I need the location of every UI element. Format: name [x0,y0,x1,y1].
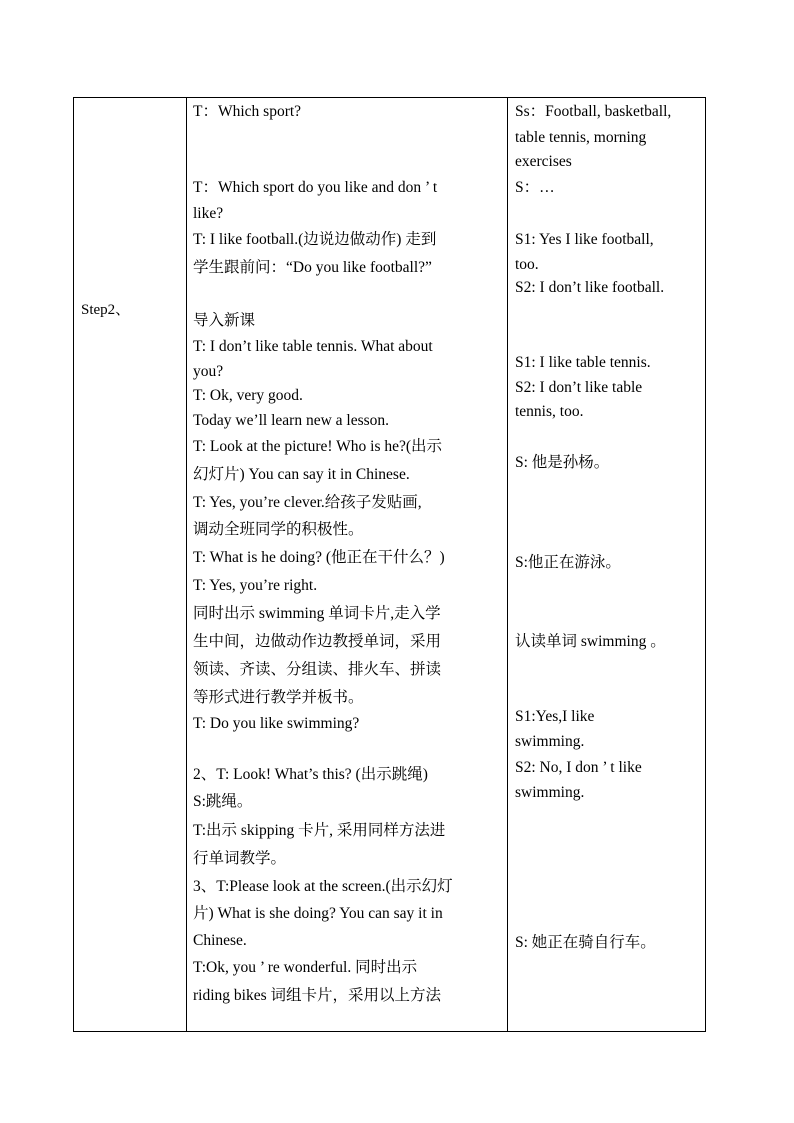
student-line: S: 她正在骑自行车。 [515,934,656,951]
student-line: S2: No, I don ’ t like [515,759,642,776]
teacher-line: like? [193,205,224,222]
student-line: too. [515,256,539,273]
student-line: S1: I like table tennis. [515,354,651,371]
teacher-line: 幻灯片) You can say it in Chinese. [193,466,410,483]
teacher-line: 行单词教学。 [193,850,287,867]
teacher-line: T: Yes, you’re right. [193,577,318,594]
teacher-line: you? [193,363,224,380]
teacher-line: 导入新课 [193,312,256,329]
student-line: S：… [515,179,555,196]
student-line: exercises [515,153,572,170]
teacher-line: T: Do you like swimming? [193,715,360,732]
student-line: 认读单词 swimming 。 [515,633,666,650]
teacher-line: 3、T:Please look at the screen.(出示幻灯 [193,878,453,895]
teacher-line: T：Which sport? [193,103,302,120]
column-divider [507,98,508,1031]
student-line: S1: Yes I like football, [515,231,654,248]
student-line: Ss：Football, basketball, [515,103,672,120]
teacher-line: T: I like football.(边说边做动作) 走到 [193,231,437,248]
teacher-line: T:Ok, you ’ re wonderful. 同时出示 [193,959,418,976]
student-line: S2: I don’t like football. [515,279,665,296]
teacher-line: T: I don’t like table tennis. What about [193,338,433,355]
teacher-line: riding bikes 词组卡片，采用以上方法 [193,987,441,1004]
teacher-line: 调动全班同学的积极性。 [193,521,364,538]
teacher-line: 同时出示 swimming 单词卡片,走入学 [193,605,441,622]
student-line: S1:Yes,I like [515,708,595,725]
student-line: S2: I don’t like table [515,379,643,396]
teacher-line: T: Ok, very good. [193,387,303,404]
student-line: tennis, too. [515,403,584,420]
teacher-line: S:跳绳。 [193,793,253,810]
column-divider [186,98,187,1031]
teacher-line: 学生跟前问：“Do you like football?” [193,259,432,276]
student-line: swimming. [515,733,585,750]
teacher-line: 生中间，边做动作边教授单词，采用 [193,633,442,650]
teacher-line: Chinese. [193,932,247,949]
student-line: swimming. [515,784,585,801]
teacher-line: T: What is he doing? (他正在干什么？) [193,549,445,566]
teacher-line: 领读、齐读、分组读、排火车、拼读 [193,661,442,678]
teacher-line: 等形式进行教学并板书。 [193,689,364,706]
student-line: table tennis, morning [515,129,647,146]
teacher-line: T: Yes, you’re clever.给孩子发贴画, [193,494,422,511]
student-line: S: 他是孙杨。 [515,454,610,471]
teacher-line: 片) What is she doing? You can say it in [193,905,443,922]
teacher-line: T: Look at the picture! Who is he?(出示 [193,438,443,455]
lesson-plan-table [73,97,706,1032]
teacher-line: 2、T: Look! What’s this? (出示跳绳) [193,766,428,783]
step-label: Step2、 [81,302,131,318]
teacher-line: T:出示 skipping 卡片, 采用同样方法进 [193,822,446,839]
teacher-line: Today we’ll learn new a lesson. [193,412,390,429]
student-line: S:他正在游泳。 [515,554,621,571]
teacher-line: T：Which sport do you like and don ’ t [193,179,438,196]
